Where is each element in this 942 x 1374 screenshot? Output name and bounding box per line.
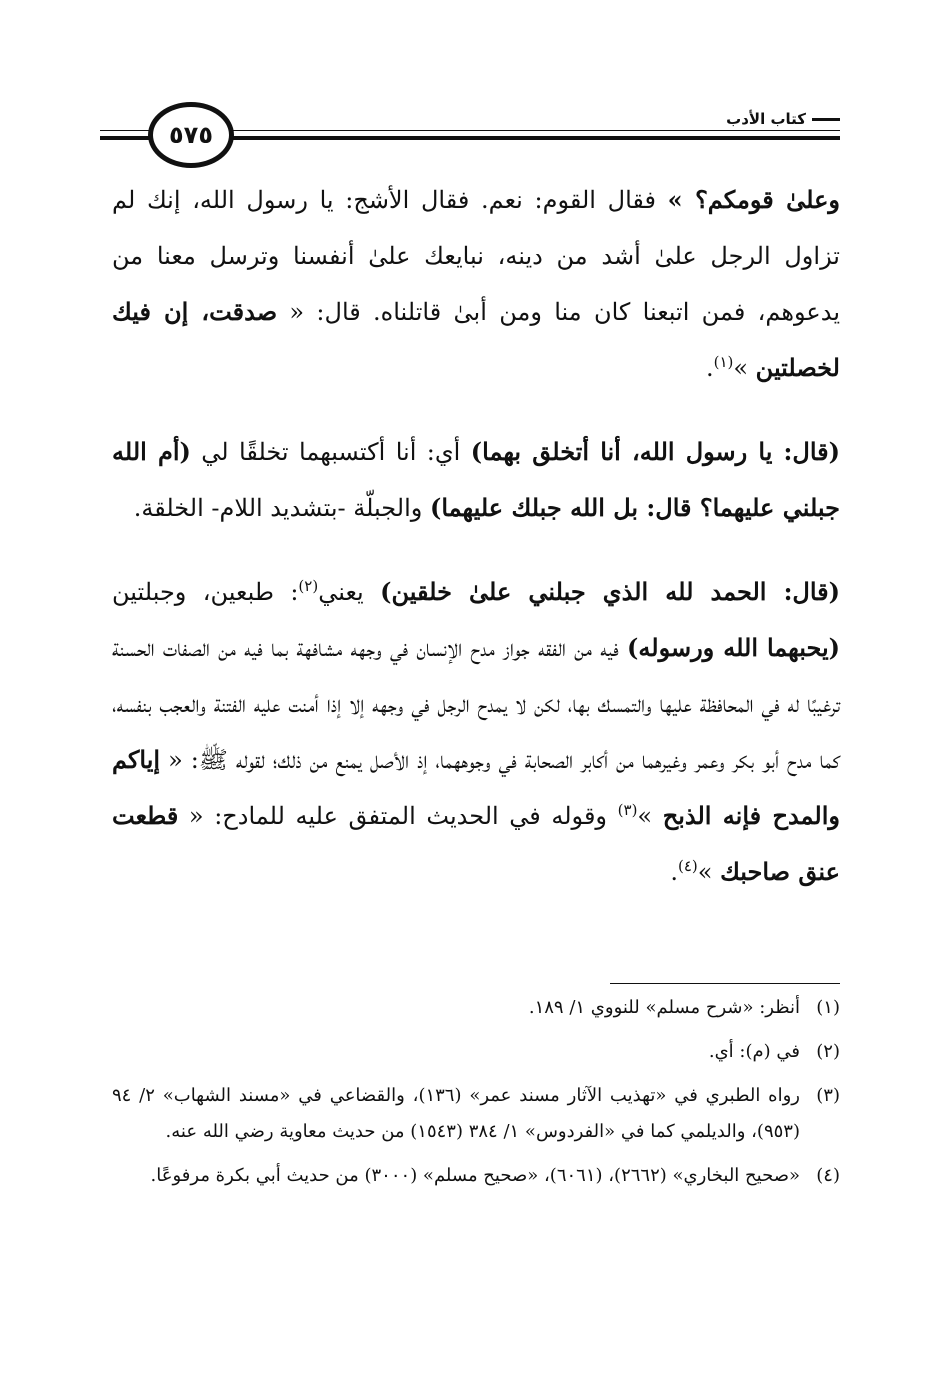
quoted-text: (أم الله جبلني عليهما؟ قال: بل الله جبلك عليهما) [112, 437, 840, 522]
quoted-text: صدقت، إن فيك لخصلتين [112, 297, 840, 382]
quoted-text: (يحبهما الله ورسوله) [627, 633, 840, 662]
footnote-number: (٤) [816, 1165, 840, 1186]
footnote-number: (٣) [816, 1085, 840, 1106]
text-segment: والجبلّة -بتشديد اللام- الخلقة. [133, 494, 430, 522]
running-title [716, 110, 840, 128]
text-segment: » [733, 354, 756, 382]
text-segment: : طبعين، وجبلتين [112, 578, 299, 606]
footnote-ref: (٤) [677, 857, 698, 875]
footnote-text: رواه الطبري في «تهذيب الآثار مسند عمر» (١٣٦)، والقضاعي في «مسند الشهاب» ٢/ ٩٤ (٩٥٣)، والديلمي كما في «الفردوس» ١/ ٣٨٤ (١٥٤٣) من حديث معاوية رضي الله عنه. [112, 1085, 800, 1142]
quoted-text: إياكم والمدح فإنه الذبح [112, 745, 841, 830]
text-segment: فيه من الفقه جواز مدح الإنسان في وجهه مشافهة بما فيه من الصفات الحسنة ترغيبًا له في المحافظة عليها والتمسك بها، لكن لا يمدح الرجل في وجهه إلا إذا أمنت عليه الفتنة والعجب بنفسه، كما مدح أبو بكر وعمر وغيرهما من أكابر الصحابة في وجوههما، إذ الأصل يمنع من ذلك؛ لقوله ﷺ: « [112, 634, 840, 774]
quoted-text: قطعت عنق صاحبك [112, 801, 840, 886]
text-segment: . [705, 354, 714, 382]
footnote-ref: (١) [713, 353, 734, 371]
paragraph [112, 564, 840, 900]
footnote-text: «صحيح البخاري» (٢٦٦٢)، (٦٠٦١)، «صحيح مسلم» (٣٠٠٠) من حديث أبي بكرة مرفوعًا. [150, 1165, 800, 1186]
main-text [112, 172, 840, 928]
text-segment: » [697, 858, 721, 886]
page-number: ٥٧٥ [148, 102, 234, 168]
quoted-text: (قال: الحمد لله الذي جبلني علىٰ خلقين) [380, 577, 841, 606]
footnote-item [112, 1034, 840, 1070]
footnote-number: (٢) [816, 1041, 840, 1062]
running-title-text: كتاب الأدب [726, 110, 806, 128]
text-segment: وقوله في الحديث المتفق عليه للمادح: « [178, 802, 618, 830]
footnote-ref: (٣) [617, 801, 638, 819]
text-segment: يعني [318, 578, 381, 606]
text-segment: . [670, 858, 678, 886]
quoted-text: (قال: يا رسول الله، أنا أتخلق بهما) [470, 437, 840, 466]
footnote-item [112, 990, 840, 1026]
footnotes [112, 990, 840, 1202]
footnote-text: في (م): أي. [708, 1041, 800, 1062]
text-segment: » [637, 802, 663, 830]
footnote-text: أنظر: «شرح مسلم» للنووي ١/ ١٨٩. [528, 997, 800, 1018]
paragraph [112, 172, 840, 396]
title-dash-ornament [812, 118, 840, 121]
text-segment: أي: أنا أكتسبهما تخلقًا لي [190, 438, 471, 466]
page-header [100, 92, 840, 172]
quoted-text: وعلىٰ قومكم؟ » [667, 185, 841, 214]
paragraph [112, 424, 840, 536]
text-segment: فقال القوم: نعم. فقال الأشج: يا رسول الله، إنك لم تزاول الرجل علىٰ أشد من دينه، نبايعك علىٰ أنفسنا وترسل معنا من يدعوهم، فمن اتبعنا كان منا ومن أبىٰ قاتلناه. قال: « [112, 186, 840, 326]
footnote-number: (١) [816, 997, 840, 1018]
footnote-ref: (٢) [298, 577, 319, 595]
footnote-item [112, 1078, 840, 1150]
footnote-separator [610, 983, 840, 984]
footnote-item [112, 1158, 840, 1194]
